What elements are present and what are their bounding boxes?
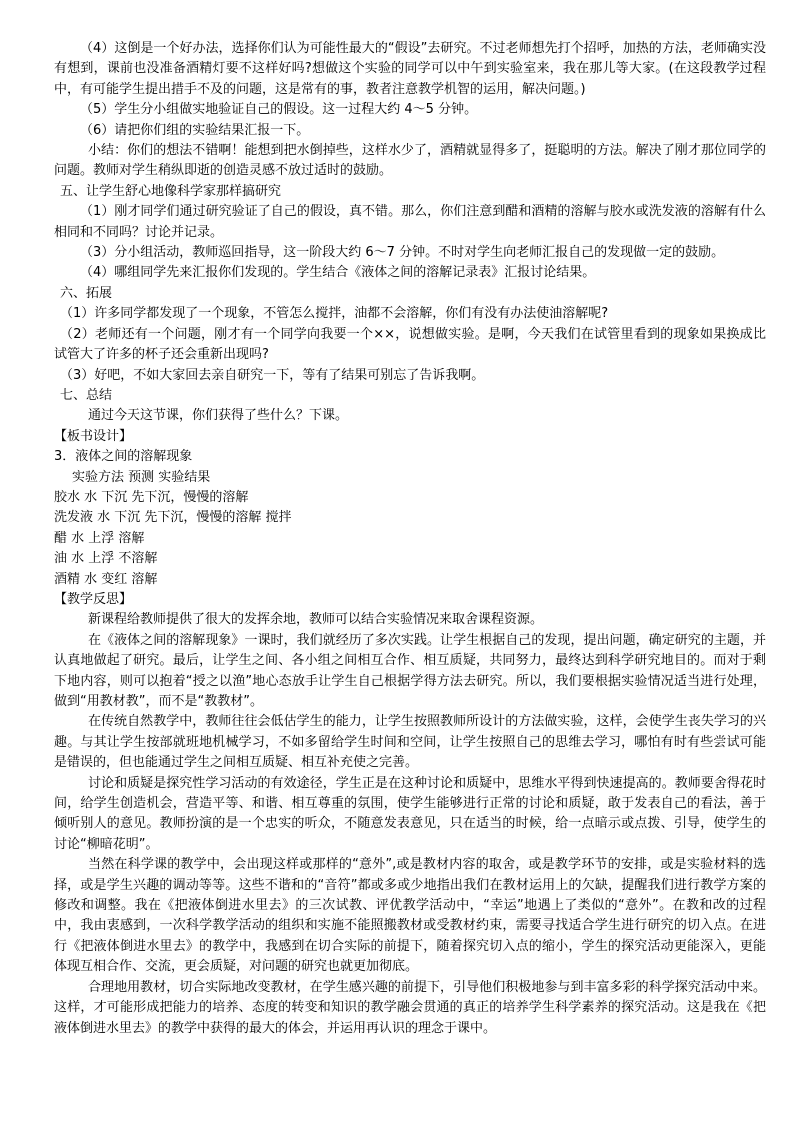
section-heading-6: 六、拓展 bbox=[60, 285, 113, 301]
board-row: 洗发液 水 下沉 先下沉，慢慢的溶解 搅拌 bbox=[54, 510, 292, 526]
section-heading-5: 五、让学生舒心地像科学家那样搞研究 bbox=[60, 183, 282, 199]
paragraph-step-4: （4）这倒是一个好办法，选择你们认为可能性最大的“假设”去研究。不过老师想先打个招呼，加热的方法，老师确实没有想到，课前也没准备酒精灯要不这样好吗?想做这个实验的同学可以中午到实验室来，我在那儿等大家。(在这段教学过程中，有可能学生提出措手不及的问题，这是常有的事，教者注意教学机智的运用，解决问题。) bbox=[54, 41, 766, 97]
board-row: 油 水 上浮 不溶解 bbox=[54, 551, 158, 567]
paragraph-5-1: （1）刚才同学们通过研究验证了自己的假设，真不错。那么，你们注意到醋和酒精的溶解与胶水或洗发液的溶解有什么相同和不同吗？讨论并记录。 bbox=[54, 204, 766, 240]
section-heading-7: 七、总结 bbox=[60, 387, 113, 403]
paragraph-conclusion: 通过今天这节课，你们获得了些什么？下课。 bbox=[88, 408, 349, 424]
board-columns: 实验方法 预测 实验结果 bbox=[72, 469, 211, 485]
board-design-heading: 【板书设计】 bbox=[54, 428, 133, 444]
reflection-heading: 【教学反思】 bbox=[54, 591, 133, 607]
board-row: 酒精 水 变红 溶解 bbox=[54, 571, 158, 587]
reflection-paragraph: 讨论和质疑是探究性学习活动的有效途径，学生正是在这种讨论和质疑中，思维水平得到快速提高的。教师要舍得花时间，给学生创造机会，营造平等、和谐、相互尊重的氛围，使学生能够进行正常的讨论和质疑，敢于发表自己的看法，善于倾听别人的意见。教师扮演的是一个忠实的听众，不随意发表意见，只在适当的时候，给一点暗示或点拨、引导，使学生的讨论“柳暗花明”。 bbox=[54, 775, 766, 852]
board-row: 胶水 水 下沉 先下沉，慢慢的溶解 bbox=[54, 489, 249, 505]
paragraph-6-1: （1）许多同学都发现了一个现象，不管怎么搅拌，油都不会溶解，你们有没有办法使油溶解呢? bbox=[60, 306, 609, 322]
reflection-paragraph: 新课程给教师提供了很大的发挥余地，教师可以结合实验情况来取舍课程资源。 bbox=[88, 612, 544, 628]
reflection-paragraph: 在《液体之间的溶解现象》一课时，我们就经历了多次实践。让学生根据自己的发现，提出问题，确定研究的主题，并认真地做起了研究。最后，让学生之间、各小组之间相互合作、相互质疑，共同努力，最终达到科学研究地目的。而对于剩下地内容，则可以抱着“授之以渔”地心态放手让学生自己根据学得方法去研究。所以，我们要根据实验情况适当进行处理，做到“用教材教”，而不是“教教材”。 bbox=[54, 632, 766, 709]
document-page bbox=[54, 39, 766, 1039]
paragraph-summary: 小结：你们的想法不错啊！能想到把水倒掉些，这样水少了，酒精就显得多了，挺聪明的方法。解决了刚才那位同学的问题。教师对学生稍纵即逝的创造灵感不放过适时的鼓励。 bbox=[54, 143, 766, 179]
paragraph-5-4: （4）哪组同学先来汇报你们发现的。学生结合《液体之间的溶解记录表》汇报讨论结果。 bbox=[80, 265, 596, 281]
reflection-paragraph: 合理地用教材，切合实际地改变教材，在学生感兴趣的前提下，引导他们积极地参与到丰富多彩的科学探究活动中来。这样，才可能形成把能力的培养、态度的转变和知识的教学融会贯通的真正的培养学生科学素养的探究活动。这是我在《把液体倒进水里去》的教学中获得的最大的体会，并运用再认识的理念于课中。 bbox=[54, 979, 766, 1036]
reflection-paragraph: 在传统自然教学中，教师往往会低估学生的能力，让学生按照教师所设计的方法做实验，这样，会使学生丧失学习的兴趣。与其让学生按部就班地机械学习，不如多留给学生时间和空间，让学生按照自己的思维去学习，哪怕有时有些尝试可能是错误的，但也能通过学生之间相互质疑、相互补充使之完善。 bbox=[54, 714, 766, 771]
board-row: 醋 水 上浮 溶解 bbox=[54, 530, 145, 546]
reflection-paragraph: 当然在科学课的教学中，会出现这样或那样的“意外”,或是教材内容的取舍，或是教学环节的安排，或是实验材料的选择，或是学生兴趣的调动等等。这些不谐和的“音符”都或多或少地指出我们在教材运用上的欠缺，提醒我们进行教学方案的修改和调整。我在《把液体倒进水里去》的三次试教、评优教学活动中，“幸运”地遇上了类似的“意外”。在教和改的过程中，我由衷感到，一次科学教学活动的组织和实施不能照搬教材或受教材约束，需要寻找适合学生进行研究的切入点。在进行《把液体倒进水里去》的教学中，我感到在切合实际的前提下，随着探究切入点的缩小，学生的探究活动更能深入，更能体现互相合作、交流，更会质疑，对问题的研究也就更加彻底。 bbox=[54, 857, 766, 975]
paragraph-5-3: （3）分小组活动，教师巡回指导，这一阶段大约 6～7 分钟。不时对学生向老师汇报自己的发现做一定的鼓励。 bbox=[80, 245, 725, 261]
paragraph-6-3: （3）好吧，不如大家回去亲自研究一下，等有了结果可别忘了告诉我啊。 bbox=[60, 367, 485, 383]
paragraph-step-6: （6）请把你们组的实验结果汇报一下。 bbox=[80, 122, 310, 138]
paragraph-6-2: （2）老师还有一个问题，刚才有一个同学向我要一个××，说想做实验。是啊，今天我们在试管里看到的现象如果换成比试管大了许多的杯子还会重新出现吗? bbox=[54, 326, 766, 363]
board-title: 3．液体之间的溶解现象 bbox=[54, 449, 193, 465]
paragraph-step-5: （5）学生分小组做实地验证自己的假设。这一过程大约 4～5 分钟。 bbox=[80, 102, 478, 118]
